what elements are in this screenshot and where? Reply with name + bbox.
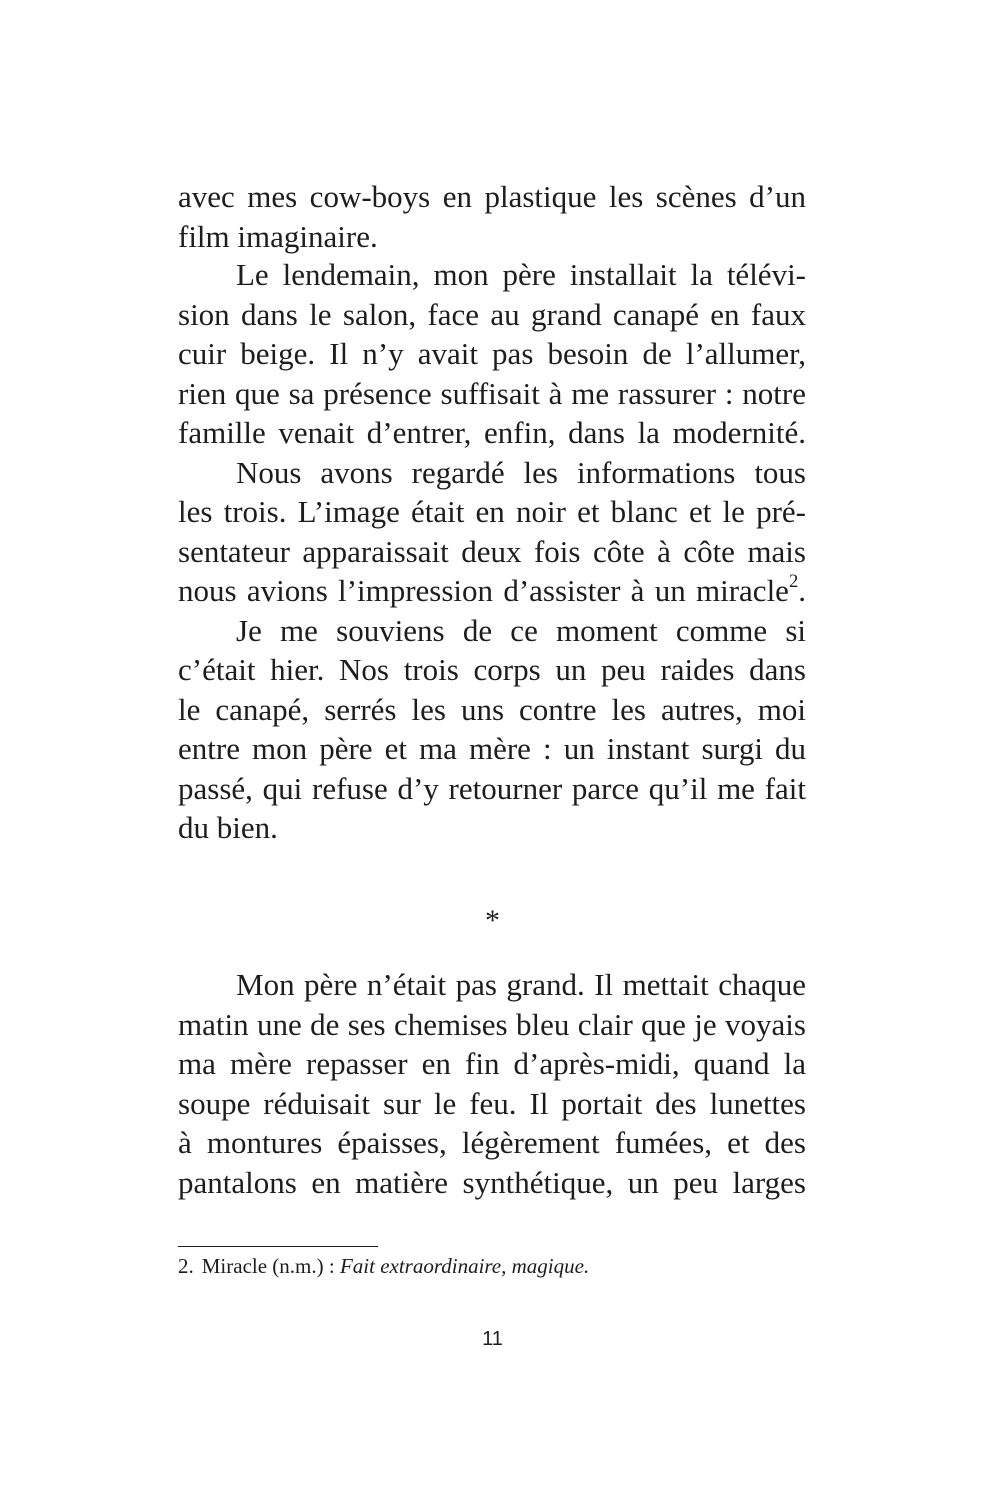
text-line: passé, qui refuse d’y retourner parce qu’il me fait — [178, 771, 806, 806]
text-line: matin une de ses chemises bleu clair que je voyais — [178, 1007, 806, 1042]
section-break: * — [485, 904, 500, 937]
text-line: Mon père n’était pas grand. Il mettait chaque — [236, 967, 806, 1002]
text-line: sentateur apparaissait deux fois côte à côte mais — [178, 534, 806, 569]
text-line: ma mère repasser en fin d’après-midi, quand la — [178, 1046, 806, 1081]
text-line: les trois. L’image était en noir et blanc et le pré- — [178, 494, 806, 529]
text-line: pantalons en matière synthétique, un peu larges — [178, 1165, 806, 1200]
text-line: film imaginaire. — [178, 219, 378, 254]
text-line: Le lendemain, mon père installait la télévi- — [236, 257, 806, 292]
text-line: famille venait d’entrer, enfin, dans la modernité. — [178, 415, 806, 450]
text-line: rien que sa présence suffisait à me rassurer : notre — [178, 376, 806, 411]
footnote-reference: 2 — [788, 570, 799, 592]
text-line-content: nous avions l’impression d’assister à un miracle — [178, 573, 789, 608]
text-line: soupe réduisait sur le feu. Il portait des lunettes — [178, 1086, 806, 1121]
footnote-number: 2. — [178, 1254, 194, 1278]
text-line: du bien. — [178, 810, 278, 845]
sentence-period: . — [798, 573, 806, 608]
text-line: à montures épaisses, légèrement fumées, et des — [178, 1125, 806, 1160]
text-line: sion dans le salon, face au grand canapé en faux — [178, 297, 806, 332]
footnote-definition: Fait extraordinaire, magique. — [339, 1254, 590, 1278]
footnote — [178, 1252, 589, 1280]
text-line-with-footnote — [178, 571, 806, 611]
text-line: avec mes cow-boys en plastique les scènes d’un — [178, 179, 806, 214]
footnote-divider — [178, 1246, 378, 1247]
text-line: le canapé, serrés les uns contre les autres, moi — [178, 692, 806, 727]
text-line: cuir beige. Il n’y avait pas besoin de l’allumer, — [178, 336, 806, 371]
text-line: c’était hier. Nos trois corps un peu raides dans — [178, 652, 806, 687]
text-line: Nous avons regardé les informations tous — [236, 455, 806, 490]
page-number: 11 — [482, 1328, 503, 1350]
footnote-term: Miracle (n.m.) : — [201, 1254, 335, 1278]
text-line: entre mon père et ma mère : un instant surgi du — [178, 731, 806, 766]
text-line: Je me souviens de ce moment comme si — [236, 613, 806, 648]
